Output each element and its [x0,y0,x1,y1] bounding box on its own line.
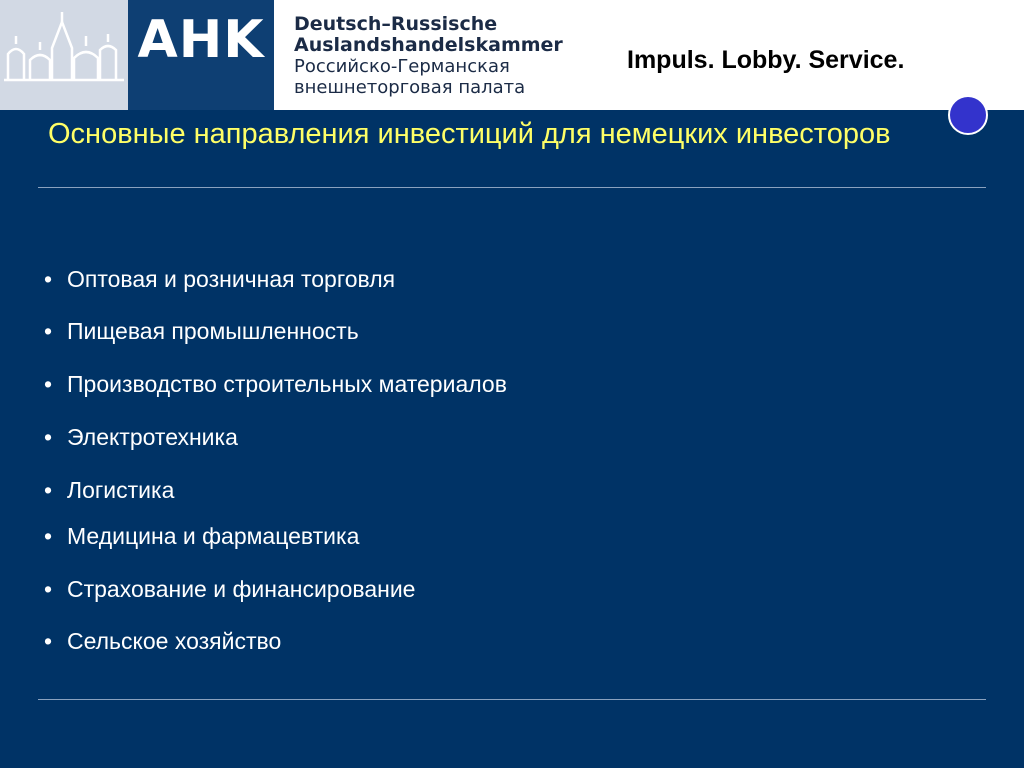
bullet-icon: • [44,424,53,450]
list-item-label: Логистика [67,477,175,503]
blue-orb-icon [948,95,988,135]
ahk-logo [128,0,274,110]
list-item [44,477,174,504]
kremlin-emblem-icon [0,0,128,110]
organization-name [294,14,563,98]
bullet-icon: • [44,318,53,344]
bullet-icon: • [44,576,53,602]
list-item-label: Оптовая и розничная торговля [67,266,396,292]
title-divider [38,187,986,188]
org-name-ru-line2: внешнеторговая палата [294,77,526,98]
list-item [44,523,359,550]
list-item [44,628,281,655]
list-item-label: Производство строительных материалов [67,371,507,397]
org-name-de-line2: Auslandshandelskammer [294,34,563,56]
list-item-label: Пищевая промышленность [67,318,359,344]
footer-divider [38,699,986,700]
list-item-label: Страхование и финансирование [67,576,416,602]
list-item [44,576,415,603]
org-name-de-line1: Deutsch–Russische [294,13,498,35]
bullet-icon: • [44,477,53,503]
ahk-logo-text: AHK [137,10,265,70]
bullet-icon: • [44,266,53,292]
bullet-icon: • [44,371,53,397]
bullet-icon: • [44,523,53,549]
list-item [44,318,359,345]
list-item-label: Медицина и фармацевтика [67,523,360,549]
bullet-icon: • [44,628,53,654]
list-item [44,266,395,293]
list-item-label: Электротехника [67,424,238,450]
list-item [44,424,238,451]
list-item-label: Сельское хозяйство [67,628,282,654]
slogan: Impuls. Lobby. Service. [627,46,905,74]
slide-title: Основные направления инвестиций для немецких инвесторов [48,118,891,150]
list-item [44,371,507,398]
org-name-ru-line1: Российско-Германская [294,56,510,77]
slide-header [0,0,1024,110]
